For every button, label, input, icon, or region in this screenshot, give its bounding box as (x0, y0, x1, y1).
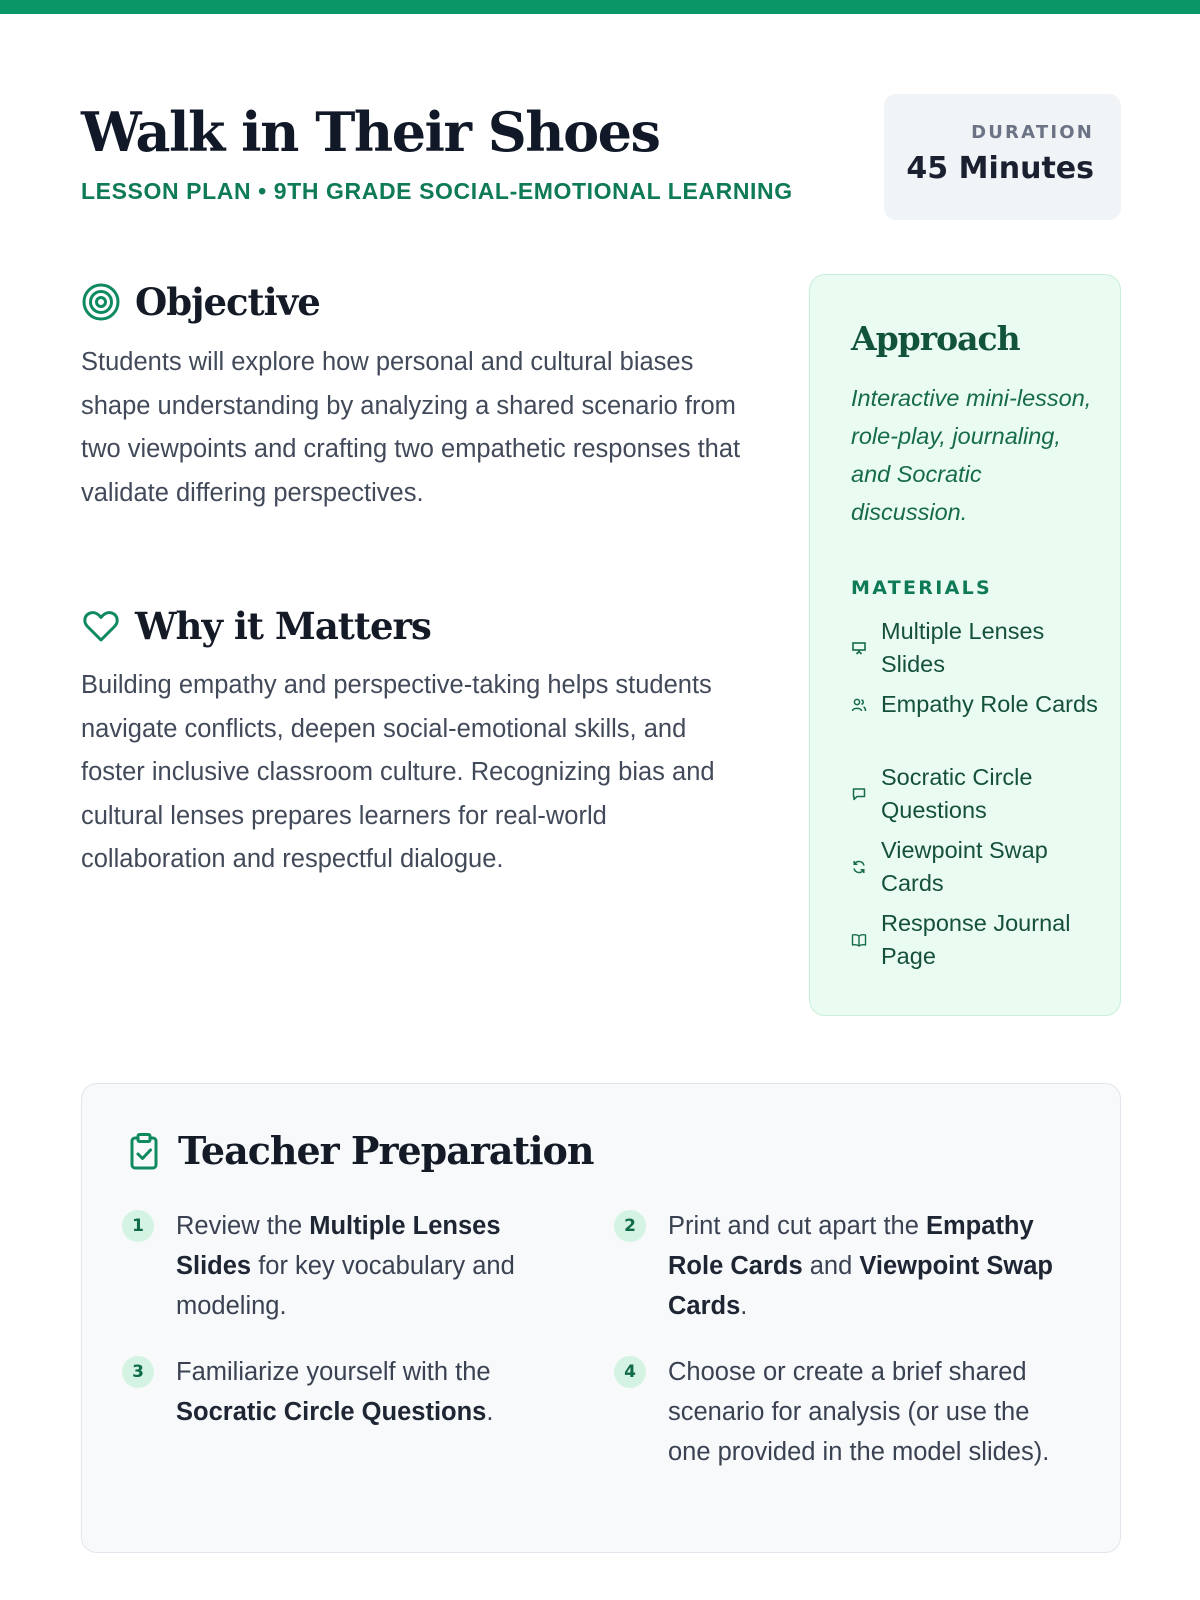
page-header (81, 92, 1121, 222)
material-label: Multiple Lenses Slides (881, 618, 1045, 677)
prep-step (614, 1206, 1054, 1326)
step-number-badge: 4 (614, 1356, 646, 1388)
step-number-badge: 1 (122, 1210, 154, 1242)
why-text: Building empathy and perspective-taking helps students navigate conflicts, deepen social-emotional skills, and foster inclusive classroom culture. Recognizing bias and cultural lenses prepares learners for real-world collaboration and respectful dialogue. (81, 671, 715, 873)
why-title: Why it Matters (135, 604, 431, 648)
chat-bubble-icon (851, 786, 867, 802)
materials-label: MATERIALS (851, 577, 992, 599)
material-label: Empathy Role Cards (881, 691, 1098, 717)
users-icon (851, 697, 867, 713)
heart-icon (81, 606, 121, 646)
step-number-badge: 2 (614, 1210, 646, 1242)
preparation-heading (124, 1128, 593, 1173)
presentation-icon (851, 640, 867, 656)
step-text: Choose or create a brief shared scenario for analysis (or use the one provided in the model slides). (668, 1358, 1050, 1466)
top-accent-bar (0, 0, 1200, 14)
approach-text: Interactive mini-lesson, role-play, journaling, and Socratic discussion. (851, 385, 1092, 525)
step-text: Familiarize yourself with the Socratic Circle Questions. (176, 1358, 494, 1426)
material-label: Socratic Circle Questions (881, 764, 1033, 823)
clipboard-check-icon (124, 1131, 164, 1171)
duration-card (884, 94, 1121, 220)
refresh-icon (851, 859, 867, 875)
objective-text: Students will explore how personal and cultural biases shape understanding by analyzing a shared scenario from two viewpoints and crafting two empathetic responses that validate differing perspectives. (81, 348, 741, 507)
material-item (851, 907, 1111, 973)
prep-step (122, 1206, 562, 1326)
prep-step (122, 1352, 562, 1432)
approach-title: Approach (851, 319, 1020, 358)
material-item (851, 834, 1111, 900)
objective-title: Objective (135, 280, 320, 324)
target-icon (81, 282, 121, 322)
page-subtitle: LESSON PLAN • 9TH GRADE SOCIAL-EMOTIONAL LEARNING (81, 178, 793, 204)
duration-label: DURATION (971, 122, 1094, 143)
book-icon (851, 932, 867, 948)
step-number-badge: 3 (122, 1356, 154, 1388)
step-text: Print and cut apart the Empathy Role Cards and Viewpoint Swap Cards. (668, 1212, 1053, 1320)
material-item (851, 688, 1111, 721)
material-item (851, 761, 1111, 827)
teacher-preparation-card (81, 1083, 1121, 1553)
approach-card (809, 274, 1121, 1016)
material-label: Response Journal Page (881, 910, 1071, 969)
step-text: Review the Multiple Lenses Slides for key vocabulary and modeling. (176, 1212, 515, 1320)
material-item (851, 615, 1111, 681)
preparation-title: Teacher Preparation (178, 1128, 594, 1173)
prep-step (614, 1352, 1054, 1472)
objective-heading (81, 280, 320, 324)
duration-value: 45 Minutes (906, 151, 1094, 186)
why-heading (81, 604, 431, 648)
material-label: Viewpoint Swap Cards (881, 837, 1048, 896)
page-title: Walk in Their Shoes (81, 100, 660, 164)
